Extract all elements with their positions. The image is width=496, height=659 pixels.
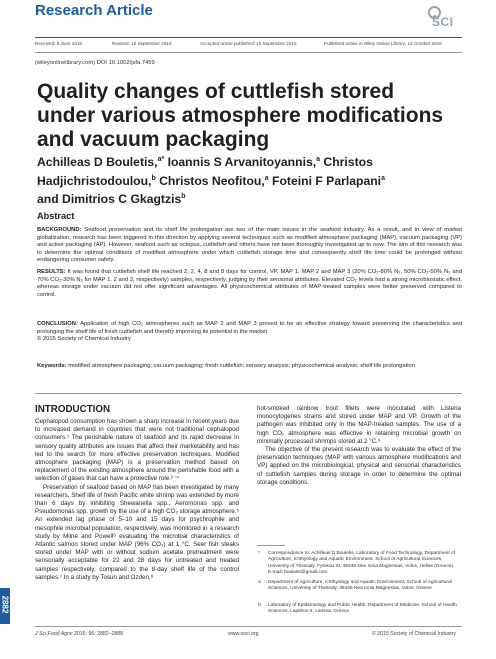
footnote-text: Department of Agriculture, Ichthyology and Aquatic Environment, School of Agricultural Sciences, University of Thessaly, 38446 Nea Ionia Magnesias, Volos, Greece xyxy=(268,580,452,592)
section-label: Research Article xyxy=(35,2,153,19)
footnote-symbol: * xyxy=(258,551,260,556)
author-name: Ioannis S Arvanitoyannis, xyxy=(164,155,317,170)
keywords xyxy=(37,363,462,371)
footnote-text: Correspondence to: Achilleas D Bouletis, Laboratory of Food Technology, Department of Agriculture, Ichthyology and Aquatic Environment, School of Agricultural Sciences, University of Thessaly, Fytokou St, 38446 Nea Ionia Magnesias, Volos, Hellas (Greece). E-mail: bouletis@gmail.com xyxy=(268,551,456,576)
conclusion-text: Application of high CO₂ atmospheres such as MAP 2 and MAP 3 proved to be an effective strategy toward preserving the characteristics and prolonging the shelf life of fresh cuttlefish and thereby improving its potential in the market. xyxy=(37,321,462,335)
abstract-background xyxy=(37,227,462,265)
keywords-text: modified atmosphere packaging; vacuum packaging; fresh cuttlefish; sensory analysis; physicochemical analysis; shelf life prolongation xyxy=(66,363,415,369)
background-label: BACKGROUND: xyxy=(37,227,82,233)
footnote-rule xyxy=(257,545,285,546)
paragraph: hot-smoked rainbow trout fillets were inoculated with Listeria monocytogenes strains and stored under MAP and VP. Growth of the pathogen was inhibited only in the MAP-treated samples. The use of a high CO₂ atmosphere was effective in retaining microbial growth on minimally processed shrimps stored at 2 °C.⁹ xyxy=(257,405,461,445)
sci-logo xyxy=(420,4,462,30)
keywords-label: Keywords: xyxy=(37,363,67,369)
header-rule xyxy=(35,37,462,38)
abstract-rule xyxy=(35,393,462,394)
author-affiliation: a xyxy=(264,174,269,182)
article-title: Quality changes of cuttlefish stored under various atmosphere modifications and vacuum packaging xyxy=(37,80,444,151)
intro-left-column xyxy=(35,418,239,582)
page-number: 2882 xyxy=(0,595,10,614)
footer-rule xyxy=(35,626,462,627)
background-text: Seafood preservation and its shelf life prolongation are two of the main issues in the seafood industry. As a result, and in view of market globalization, research has been triggered in this direction by applying several techniques such as modified atmosphere packaging (MAP), vacuum packaging (VP) and active packaging (AP). However, seafood such as octopus, cuttlefish and others have not been thoroughly investigated up to now. The aim of this research was to determine the optimal conditions of modified atmosphere under which cuttlefish storage time and consequently shelf life time could be prolonged without endangering consumer safety. xyxy=(37,227,462,264)
published-date: Published online in Wiley Online Library: 13 October 2015 xyxy=(324,41,442,46)
author-name: Achilleas D Bouletis, xyxy=(37,155,158,170)
introduction-heading: INTRODUCTION xyxy=(35,404,111,415)
author-name: Foteini F Parlapani xyxy=(268,173,382,188)
doi-line[interactable]: (wileyonlinelibrary.com) DOI 10.1002/jsfa.7459 xyxy=(35,60,155,66)
abstract-copyright: © 2015 Society of Chemical Industry xyxy=(37,336,131,343)
logo-text: SCI xyxy=(432,15,454,29)
author-affiliation: a xyxy=(316,156,321,163)
author-list xyxy=(37,152,457,208)
intro-right-column xyxy=(257,405,461,487)
author-name: and Dimitrios C Gkagtzis xyxy=(37,192,182,207)
results-label: RESULTS: xyxy=(37,269,66,275)
conclusion-label: CONCLUSION: xyxy=(37,321,78,327)
dates-rule xyxy=(35,52,462,53)
author-affiliation: b xyxy=(181,193,186,201)
footer-citation xyxy=(35,631,123,637)
author-affiliation: b xyxy=(151,174,156,182)
footer-copyright: © 2015 Society of Chemical Industry xyxy=(372,631,456,637)
accepted-date: Accepted article published: 15 September 2015 xyxy=(200,41,297,46)
footer-site[interactable]: www.soci.org xyxy=(228,631,259,637)
paragraph: Preservation of seafood based on MAP has been investigated by many researchers. Shelf life of fresh Pacific white shrimp was extended by more than 6 days by inhibiting Shewanella spp., Aeromonas spp. and Pseudomonas spp. growth by the use of a high CO₂ storage atmosphere.⁵ An extended lag phase of 5–10 and 15 days for psychrophile and mesophile microbial population, respectively, was monitored in a research study by Milne and Powell⁶ evaluating the microbial characteristics of Atlantic salmon stored under MAP (96% CO₂) at 1 °C. Seer fish steaks stored under MAP with or without sodium acetate pretreatment were sensorially acceptable for 22 and 28 days for untreated and treated samples respectively, compared to the 8-day shelf life of the control samples.⁷ In a study by Tosun and Ozden,⁸ xyxy=(35,483,239,581)
abstract-conclusion xyxy=(37,321,462,344)
footnote-symbol: a xyxy=(258,580,261,585)
paragraph: The objective of the present research was to evaluate the effect of the preservation techniques (MAP with various atmosphere modifications and VP) applied on the microbiological, physical and sensorial characteristics of cuttlefish samples during storage in order to determine the optimal storage conditions. xyxy=(257,446,461,486)
author-affiliation: a* xyxy=(157,156,165,163)
received-date: Received: 6 June 2015 xyxy=(35,41,82,46)
author-affiliation: a xyxy=(381,174,385,182)
abstract-heading: Abstract xyxy=(37,211,75,221)
footnote-text: Laboratory of Epidemiology and Public Health, Department of Medicine, School of Health Sciences, Lapithon 6, Larissa, Greece xyxy=(268,603,457,615)
paragraph: Cephalopod consumption has shown a sharp increase in recent years due to increased demand in countries that were not traditional cephalopod consumers.¹ The perishable nature of seafood and its rapid decrease in sensory quality attributes are issues that affect their marketability and has led to the search for more effective preservation techniques. Modified atmosphere packaging (MAP) is a preservation method based on replacement of the existing atmosphere around the perishable food with a selection of gases that can have a protective role.²⁻⁴ xyxy=(35,418,239,483)
results-text: It was found that cuttlefish shelf life reached 2, 2, 4, 8 and 8 days for control, VP, MAP 1, MAP 2 and MAP 3 (20% CO₂-80% N₂, 50% CO₂-50% N₂ and 70% CO₂-30% N₂ for MAP 1, 2 and 3, respectively) samples, respectively, judging by their sensorial attributes. Elevated CO₂ levels had a strong microbiostatic effect, whereas storage under vacuum did not offer significant advantages. All physicochemical attributes of MAP-treated samples were better preserved compared to control. xyxy=(37,269,462,298)
abstract-results xyxy=(37,269,462,299)
journal-name: J Sci Food Agric xyxy=(35,631,73,637)
citation-text: 2016; 96: 2882–2888 xyxy=(72,631,124,637)
footnote-symbol: b xyxy=(258,603,261,608)
author-name: Christos Neofitou, xyxy=(155,173,265,188)
revised-date: Revised: 10 September 2015 xyxy=(112,41,172,46)
author-name: Christos Hadjichristodoulou, xyxy=(37,155,373,188)
